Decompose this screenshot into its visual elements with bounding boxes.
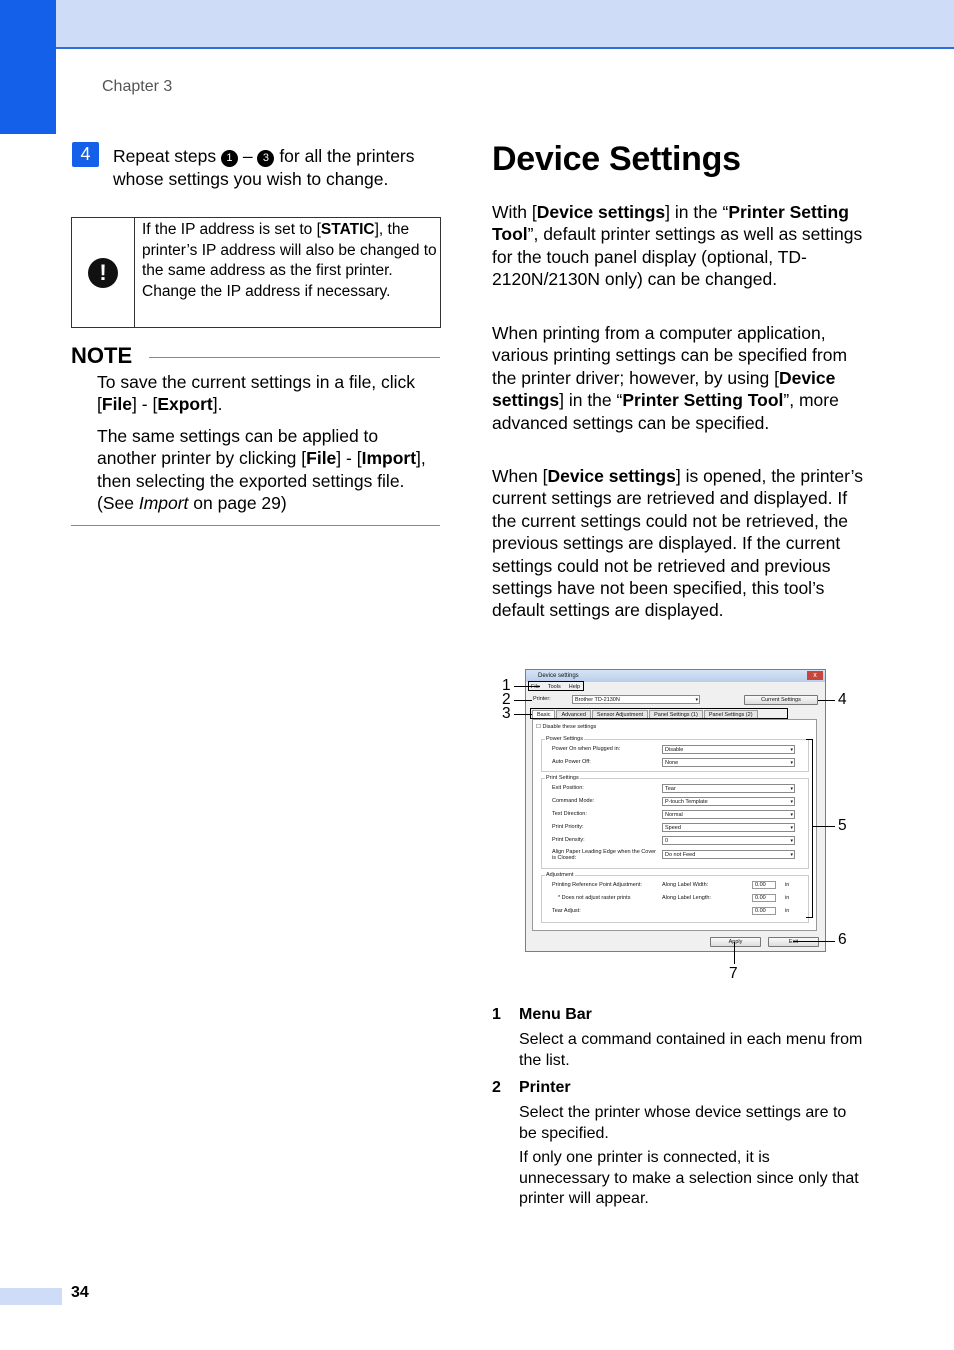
chapter-tab bbox=[0, 0, 56, 134]
auto-power-off-label: Auto Power Off: bbox=[552, 759, 591, 765]
callout-1: 1 bbox=[502, 677, 511, 694]
callout-3: 3 bbox=[502, 705, 511, 722]
callout-4: 4 bbox=[838, 691, 847, 708]
chapter-label: Chapter 3 bbox=[102, 78, 173, 95]
step-number-badge: 4 bbox=[72, 142, 99, 167]
apply-button[interactable]: Apply bbox=[710, 937, 761, 947]
along-width-unit: in bbox=[785, 882, 790, 888]
section-paragraph-2: When printing from a computer application, various printing settings can be specified from the printer driver; however, by using [Device settings] in the “Printer Setting Tool”, more advanced settings can be specified. bbox=[492, 323, 848, 433]
print-density-label: Print Density: bbox=[552, 837, 585, 843]
printer-row bbox=[531, 695, 821, 706]
print-density-select[interactable]: 0 ▾ bbox=[662, 836, 795, 845]
exit-position-label: Exit Position: bbox=[552, 785, 584, 791]
item-2-description-1: Select the printer whose device settings are to be specified. bbox=[519, 1104, 847, 1142]
tear-adjust-spinner[interactable]: 0.00 bbox=[752, 907, 776, 915]
along-width-spinner[interactable]: 0.00 bbox=[752, 881, 776, 889]
step-text: Repeat steps 1 – 3 for all the printers whose settings you wish to change. bbox=[113, 146, 415, 189]
along-length-unit: in bbox=[785, 895, 790, 901]
command-mode-label: Command Mode: bbox=[552, 798, 595, 804]
callout-2-line bbox=[514, 700, 532, 701]
exit-button[interactable]: Exit bbox=[768, 937, 819, 947]
caution-text: If the IP address is set to [STATIC], the printer’s IP address will also be changed to the same address as the first printer. Change the IP address if necessary. bbox=[142, 221, 437, 300]
along-length-spinner[interactable]: 0.00 bbox=[752, 894, 776, 902]
along-length-label: Along Label Length: bbox=[662, 895, 711, 901]
step-ref-end: 3 bbox=[257, 150, 274, 167]
section-title: Device Settings bbox=[492, 140, 741, 178]
exit-position-select[interactable]: Tear ▾ bbox=[662, 784, 795, 793]
align-paper-label: Align Paper Leading Edge when the Cover is Closed: bbox=[552, 849, 656, 861]
tear-adjust-label: Tear Adjust: bbox=[552, 908, 581, 914]
step-ref-start: 1 bbox=[221, 150, 238, 167]
print-priority-select[interactable]: Speed ▾ bbox=[662, 823, 795, 832]
print-settings-label: Print Settings bbox=[546, 775, 579, 781]
print-settings-group bbox=[541, 775, 809, 869]
menu-tools[interactable]: Tools bbox=[547, 684, 561, 690]
tab-panel-settings-2[interactable]: Panel Settings (2) bbox=[704, 710, 758, 719]
note-paragraph-2: The same settings can be applied to another printer by clicking [File] - [Import], then selecting the exported settings file. (See Import on page 29) bbox=[97, 426, 426, 514]
printer-label: Printer: bbox=[533, 696, 551, 702]
callout-2: 2 bbox=[502, 691, 511, 708]
align-paper-select[interactable]: Do not Feed ▾ bbox=[662, 850, 795, 859]
page-number: 34 bbox=[71, 1284, 89, 1301]
item-2-number: 2 bbox=[492, 1079, 501, 1096]
tab-advanced[interactable]: Advanced bbox=[556, 710, 590, 719]
print-priority-label: Print Priority: bbox=[552, 824, 584, 830]
tab-sensor-adjustment[interactable]: Sensor Adjustment bbox=[592, 710, 648, 719]
power-settings-group bbox=[541, 736, 809, 772]
section-paragraph-3: When [Device settings] is opened, the printer’s current settings are retrieved and displayed. If the current settings could not be retrieved, the previous settings are displayed. If the current settings could not be retrieved and previous settings have not been specified, this tool’s default settings are displayed. bbox=[492, 466, 863, 621]
callout-6: 6 bbox=[838, 931, 847, 948]
auto-power-off-select[interactable]: None ▾ bbox=[662, 758, 795, 767]
page-number-tab bbox=[0, 1288, 62, 1305]
printer-select[interactable]: Brother TD-2130N ▾ bbox=[572, 695, 700, 704]
exclamation-icon: ! bbox=[88, 258, 118, 288]
note-paragraph-1: To save the current settings in a file, click [File] - [Export]. bbox=[97, 372, 416, 414]
item-1-number: 1 bbox=[492, 1006, 501, 1023]
callout-7-line bbox=[734, 942, 735, 964]
callout-5-line bbox=[813, 826, 835, 827]
callout-5: 5 bbox=[838, 817, 847, 834]
menu-help[interactable]: Help bbox=[568, 684, 581, 690]
tab-basic[interactable]: Basic bbox=[532, 710, 555, 719]
callout-5-bracket bbox=[806, 739, 813, 918]
current-settings-button[interactable]: Current Settings bbox=[744, 695, 818, 705]
power-on-select[interactable]: Disable ▾ bbox=[662, 745, 795, 754]
header-band bbox=[0, 0, 954, 49]
power-settings-label: Power Settings bbox=[546, 736, 583, 742]
adjustment-label: Adjustment bbox=[546, 872, 574, 878]
command-mode-select[interactable]: P-touch Template ▾ bbox=[662, 797, 795, 806]
adjustment-group bbox=[541, 872, 809, 923]
note-title: NOTE bbox=[71, 343, 133, 368]
basic-tab-panel bbox=[532, 719, 817, 931]
tab-panel-settings-1[interactable]: Panel Settings (1) bbox=[649, 710, 703, 719]
callout-3-box bbox=[530, 708, 788, 719]
text-direction-label: Text Direction: bbox=[552, 811, 587, 817]
menu-file[interactable]: File bbox=[531, 684, 540, 690]
close-icon[interactable]: x bbox=[807, 671, 823, 680]
raster-note: * Does not adjust raster prints bbox=[558, 895, 631, 901]
text-direction-select[interactable]: Normal ▾ bbox=[662, 810, 795, 819]
callout-1-box bbox=[528, 681, 584, 691]
power-on-label: Power On when Plugged in: bbox=[552, 746, 621, 752]
dialog-title: Device settings bbox=[538, 673, 579, 679]
reference-point-label: Printing Reference Point Adjustment: bbox=[552, 882, 642, 888]
callout-7: 7 bbox=[729, 965, 738, 982]
note-divider bbox=[149, 357, 440, 358]
section-paragraph-1: With [Device settings] in the “Printer Setting Tool”, default printer settings as well as settings for the touch panel display (optional, TD-2120N/2130N only) can be changed. bbox=[492, 202, 863, 290]
callout-4-line bbox=[818, 700, 835, 701]
item-1-title: Menu Bar bbox=[519, 1006, 592, 1023]
along-width-label: Along Label Width: bbox=[662, 882, 709, 888]
disable-settings-checkbox[interactable]: ☐ Disable these settings bbox=[536, 724, 597, 730]
callout-6-line bbox=[793, 941, 835, 942]
caution-icon-cell bbox=[72, 218, 135, 327]
tear-adjust-unit: in bbox=[785, 908, 790, 914]
caution-box bbox=[71, 217, 441, 328]
item-2-description-2: If only one printer is connected, it is unnecessary to make a selection since only that printer will appear. bbox=[519, 1149, 859, 1208]
note-bottom-divider bbox=[71, 525, 440, 526]
item-2-title: Printer bbox=[519, 1079, 571, 1096]
item-1-description: Select a command contained in each menu from the list. bbox=[519, 1031, 863, 1069]
